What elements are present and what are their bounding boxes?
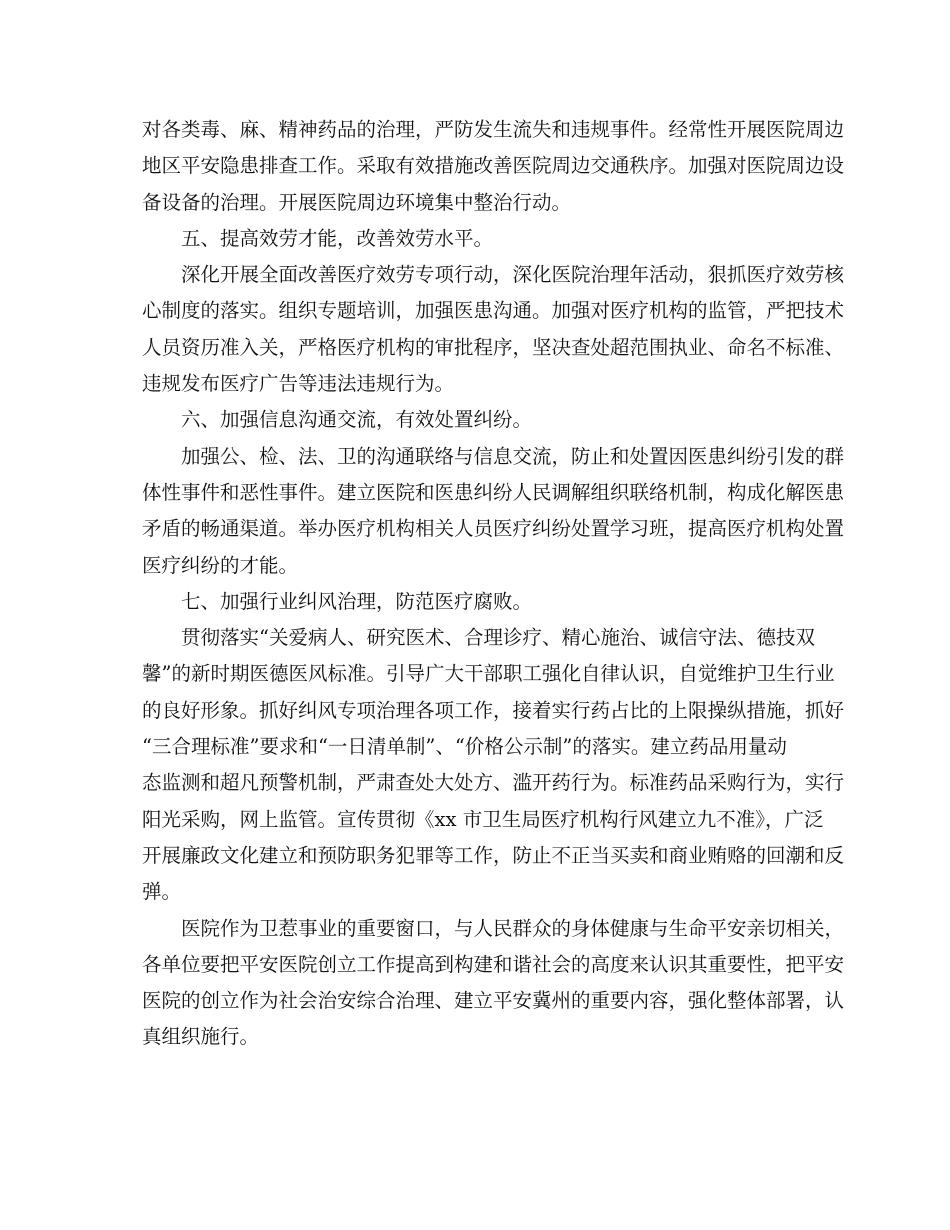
text-line-24: 各单位要把平安医院创立工作提高到构建和谐社会的高度来认识其重要性，把平安 — [142, 952, 845, 976]
text-line-20: 阳光采购，网上监管。宣传贯彻《xx 市卫生局医疗机构行风建立九不准》，广泛 — [142, 807, 824, 831]
section-heading-6: 六、加强信息沟通交流，有效处置纠纷。 — [181, 408, 533, 432]
text-line-7: 人员资历准入关，严格医疗机构的审批程序，坚决查处超范围执业、命名不标准、 — [142, 335, 845, 359]
text-line-22: 弹。 — [142, 880, 182, 904]
text-line-10: 加强公、检、法、卫的沟通联络与信息交流，防止和处置因医患纠纷引发的群 — [181, 444, 845, 468]
text-line-3: 备设备的治理。开展医院周边环境集中整治行动。 — [142, 190, 572, 214]
text-line-15: 贯彻落实“关爱病人、研究医术、合理诊疗、精心施治、诚信守法、德技双 — [181, 626, 815, 650]
text-line-23: 医院作为卫惹事业的重要窗口，与人民群众的身体健康与生命平安亲切相关， — [181, 916, 845, 940]
text-line-13: 医疗纠纷的才能。 — [142, 553, 299, 577]
text-line-2: 地区平安隐患排查工作。采取有效措施改善医院周边交通秩序。加强对医院周边设 — [142, 154, 845, 178]
text-line-26: 真组织施行。 — [142, 1025, 260, 1049]
document-body — [142, 112, 845, 1056]
text-line-25: 医院的创立作为社会治安综合治理、建立平安冀州的重要内容，强化整体部署，认 — [142, 989, 845, 1013]
text-line-16: 馨”的新时期医德医风标准。引导广大干部职工强化自律认识，自觉维护卫生行业 — [142, 662, 835, 686]
text-line-6: 心制度的落实。组织专题培训，加强医患沟通。加强对医疗机构的监管，严把技术 — [142, 299, 845, 323]
text-line-17: 的良好形象。抓好纠风专项治理各项工作，接着实行药占比的上限操纵措施，抓好 — [142, 698, 845, 722]
text-line-12: 矛盾的畅通渠道。举办医疗机构相关人员医疗纠纷处置学习班，提高医疗机构处置 — [142, 517, 845, 541]
text-line-11: 体性事件和恶性事件。建立医院和医患纠纷人民调解组织联络机制，构成化解医患 — [142, 480, 845, 504]
text-line-8: 违规发布医疗广告等违法违规行为。 — [142, 372, 455, 396]
section-heading-5: 五、提高效劳才能，改善效劳水平。 — [181, 226, 494, 250]
text-line-5: 深化开展全面改善医疗效劳专项行动，深化医院治理年活动，狠抓医疗效劳核 — [181, 263, 845, 287]
section-heading-7: 七、加强行业纠风治理，防范医疗腐败。 — [181, 589, 533, 613]
text-line-1: 对各类毒、麻、精神药品的治理，严防发生流失和违规事件。经常性开展医院周边 — [142, 118, 845, 141]
text-line-18: “三合理标准”要求和“一日清单制”、“价格公示制”的落实。建立药品用量动 — [142, 735, 787, 759]
text-line-19: 态监测和超凡预警机制，严肃查处大处方、滥开药行为。标准药品采购行为，实行 — [142, 771, 845, 795]
text-line-21: 开展廉政文化建立和预防职务犯罪等工作，防止不正当买卖和商业贿赂的回潮和反 — [142, 843, 845, 867]
